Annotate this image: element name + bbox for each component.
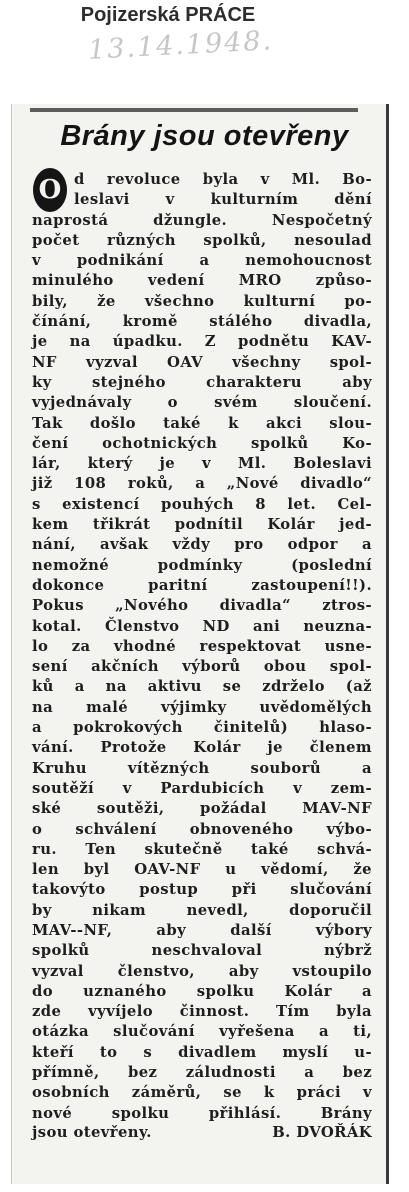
article-line: ru. Ten skutečně také schvá- — [32, 840, 372, 858]
article-line: d revoluce byla v Ml. Bo- — [74, 171, 372, 188]
article-signature: B. DVOŘÁK — [272, 1123, 372, 1141]
article-line: naprostá džungle. Nespočetný — [32, 211, 372, 229]
article-line: kteří to s divadlem myslí u- — [32, 1043, 372, 1061]
article-line: počet různých spolků, nesoulad — [32, 231, 372, 249]
article-line: lo za vhodné respektovat usne- — [32, 637, 372, 655]
article-line: o schválení obnoveného výbo- — [32, 820, 372, 838]
article-line: nemožné podmínky (poslední — [32, 556, 372, 574]
article-line: do uznaného spolku Kolár a — [32, 982, 372, 1000]
article-line: v podnikání a nemohoucnost — [32, 252, 372, 270]
article-line: leslavi v kulturním dění — [74, 191, 372, 209]
article-line: Kruhu vítězných souborů a — [32, 759, 372, 777]
article-line: na malé výjimky uvědomělých — [32, 698, 372, 716]
article-line: osobních záměrů, se k práci v — [32, 1084, 372, 1102]
article-line: ky stejného charakteru aby — [32, 373, 372, 391]
article-closing: jsou otevřeny. — [32, 1123, 152, 1141]
article-line: len byl OAV-NF u vědomí, že — [32, 861, 372, 879]
article-line: vání. Protože Kolár je členem — [32, 739, 372, 757]
article-line: čínání, kromě stálého divadla, — [32, 313, 372, 331]
article-line: NF vyzval OAV všechny spol- — [32, 353, 372, 371]
article-line: dokonce paritní zastoupení!!). — [32, 576, 372, 594]
article-line: kem třikrát podnítil Kolár jed- — [32, 516, 372, 534]
article-line: sení akčních výborů obou spol- — [32, 658, 372, 676]
article-body — [32, 170, 372, 1141]
article-line: ků a na aktivu se zdrželo (až — [32, 678, 372, 696]
article-lines — [32, 170, 372, 1124]
article-line: MAV--NF, aby další výbory — [32, 921, 372, 939]
dropcap-letter: O — [33, 168, 67, 212]
article-line: by nikam nevedl, doporučil — [32, 901, 372, 919]
article-line: lár, který je v Ml. Boleslavi — [32, 455, 372, 473]
article-line: otázka slučování vyřešena a ti, — [32, 1023, 372, 1041]
article-line: kotal. Členstvo ND ani neuzna- — [32, 617, 372, 635]
article-line: přímně, bez záludnosti a bez — [32, 1064, 372, 1082]
article-line: soutěží v Pardubicích v zem- — [32, 779, 372, 797]
article-line: ské soutěži, požádal MAV-NF — [32, 800, 372, 818]
article-line: čení ochotnických spolků Ko- — [32, 434, 372, 452]
article-line: s existencí pouhých 8 let. Cel- — [32, 495, 372, 513]
signature-row — [32, 1124, 372, 1141]
headline-rule — [30, 108, 358, 112]
article-line: již 108 roků, a „Nové divadlo“ — [32, 475, 372, 493]
article-line: a pokrokových činitelů) hlaso- — [32, 719, 372, 737]
article-line: zde vyvíjelo činnost. Tím byla — [32, 1003, 372, 1021]
article-line: bily, že všechno kulturní po- — [32, 292, 372, 310]
article-line: je na úpadku. Z podnětu KAV- — [32, 333, 372, 351]
article-line: spolků neschvaloval nýbrž — [32, 942, 372, 960]
article-headline: Brány jsou otevřeny — [60, 120, 349, 152]
source-label: Pojizerská PRÁCE — [80, 4, 256, 26]
article-line: Tak došlo také k akci slou- — [32, 414, 372, 432]
article-line: nové spolku přihlásí. Brány — [32, 1104, 372, 1122]
article-line: vyjednávaly o svém sloučení. — [32, 394, 372, 412]
article-line: nání, avšak vždy pro odpor a — [32, 536, 372, 554]
handwritten-date: 13.14.1948. — [87, 25, 274, 66]
article-line: Pokus „Nového divadla“ ztros- — [32, 597, 372, 615]
article-line: minulého vedení MRO způso- — [32, 272, 372, 290]
article-line: vyzval členstvo, aby vstoupilo — [32, 962, 372, 980]
article-line: takovýto postup při slučování — [32, 881, 372, 899]
